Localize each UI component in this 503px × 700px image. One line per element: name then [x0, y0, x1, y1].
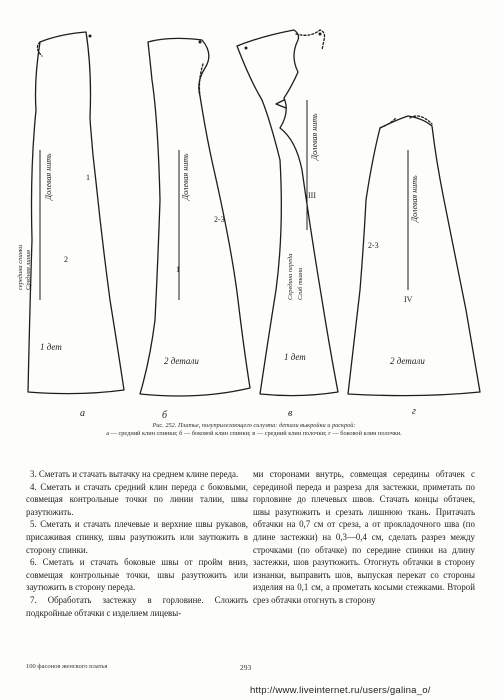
count-c: 1 дет [284, 352, 306, 362]
mark-a-1: 1 [86, 173, 90, 182]
grain-label-c: Долевая нить [310, 113, 319, 160]
grain-label-b: Долевая нить [181, 153, 190, 200]
mark-a-2: 2 [64, 255, 68, 264]
figure-caption [34, 422, 474, 438]
paragraph: 4. Сметать и стачать средний клин переда с боковыми, совмещая контрольные точки по линии талии, швы разутюжить. [26, 481, 248, 517]
count-b: 2 детали [164, 356, 199, 366]
paragraph: 6. Сметать и стачать боковые швы от пройм вниз, совмещая контрольные точки, швы разутюжить или заутюжить в сторону переда. [26, 557, 248, 593]
book-title-footer: 100 фасонов женского платья [26, 663, 108, 670]
count-d: 2 детали [390, 356, 425, 366]
caption-legend: а — средний клин спинки; б — боковой клин спинки; в — средний клин полочки; г — боковой клин полочки. [106, 430, 402, 437]
mark-d-1: 2-3 [368, 241, 379, 250]
text-column-right [253, 468, 475, 607]
text-column-left [26, 468, 248, 619]
piece-letter-d: г [412, 406, 416, 417]
piece-letter-a: а [80, 408, 85, 419]
roman-d: IV [404, 295, 413, 304]
paragraph: 5. Сметать и стачать плечевые и верхние швы рукавов, присаживая спинку, швы разутюжить или заутюжить в сторону спинки. [26, 519, 248, 555]
pattern-piece-c [237, 30, 338, 396]
side-text-c-1: Середина переда [287, 253, 294, 300]
grain-label-d: Долевая нить [410, 175, 419, 222]
piece-letter-c: в [288, 408, 293, 419]
mark-b-2: 1 [176, 265, 180, 274]
roman-c: III [308, 191, 316, 200]
watermark-url: http://www.liveinternet.ru/users/galina_o/ [250, 685, 431, 696]
pattern-piece-a [28, 32, 124, 394]
side-text-c-2: Сгиб ткани [297, 267, 304, 300]
paragraph: 7. Обработать застежку в горловине. Сложить подкройные обтачки с изделием лицевы- [26, 594, 248, 618]
mark-b-1: 2-3 [214, 215, 225, 224]
page-number: 293 [240, 663, 252, 672]
pattern-piece-b [140, 38, 250, 396]
pattern-piece-d [348, 116, 480, 396]
caption-main: Рис. 252. Платье, полуприлегающего силуэта: детали выкройки и раскрой: [152, 422, 356, 429]
side-text-a-2: середина спинки [17, 244, 24, 290]
side-text-a-1: Средняя линия [25, 249, 32, 290]
piece-letter-b: б [162, 410, 168, 421]
paragraph: ми сторонами внутрь, совмещая середины обтачек с серединой переда и разреза для застежки, приметать по горловине до плечевых швов. Стачать концы обтачек, швы разутюжить и срезать лишнюю ткань. Притачать обтачки на 0,7 см от среза, а от прокладочного шва (по длине застежки) на 0,3—0,4 см, сделать разрез между строчками (по обтачке) по середине спинки на длину застежки, шов разутюжить. Отогнуть обтачки в сторону изнанки, выправить шов, выпуская перекат со стороны изделия на 0,1 см, а прометать косыми стежками. Второй срез обтачки отогнуть в сторону [253, 469, 475, 605]
count-a: 1 дет [40, 342, 62, 352]
paragraph: 3. Сметать и стачать вытачку на среднем клине переда. [30, 469, 239, 479]
grain-label-a: Долевая нить [44, 153, 53, 200]
